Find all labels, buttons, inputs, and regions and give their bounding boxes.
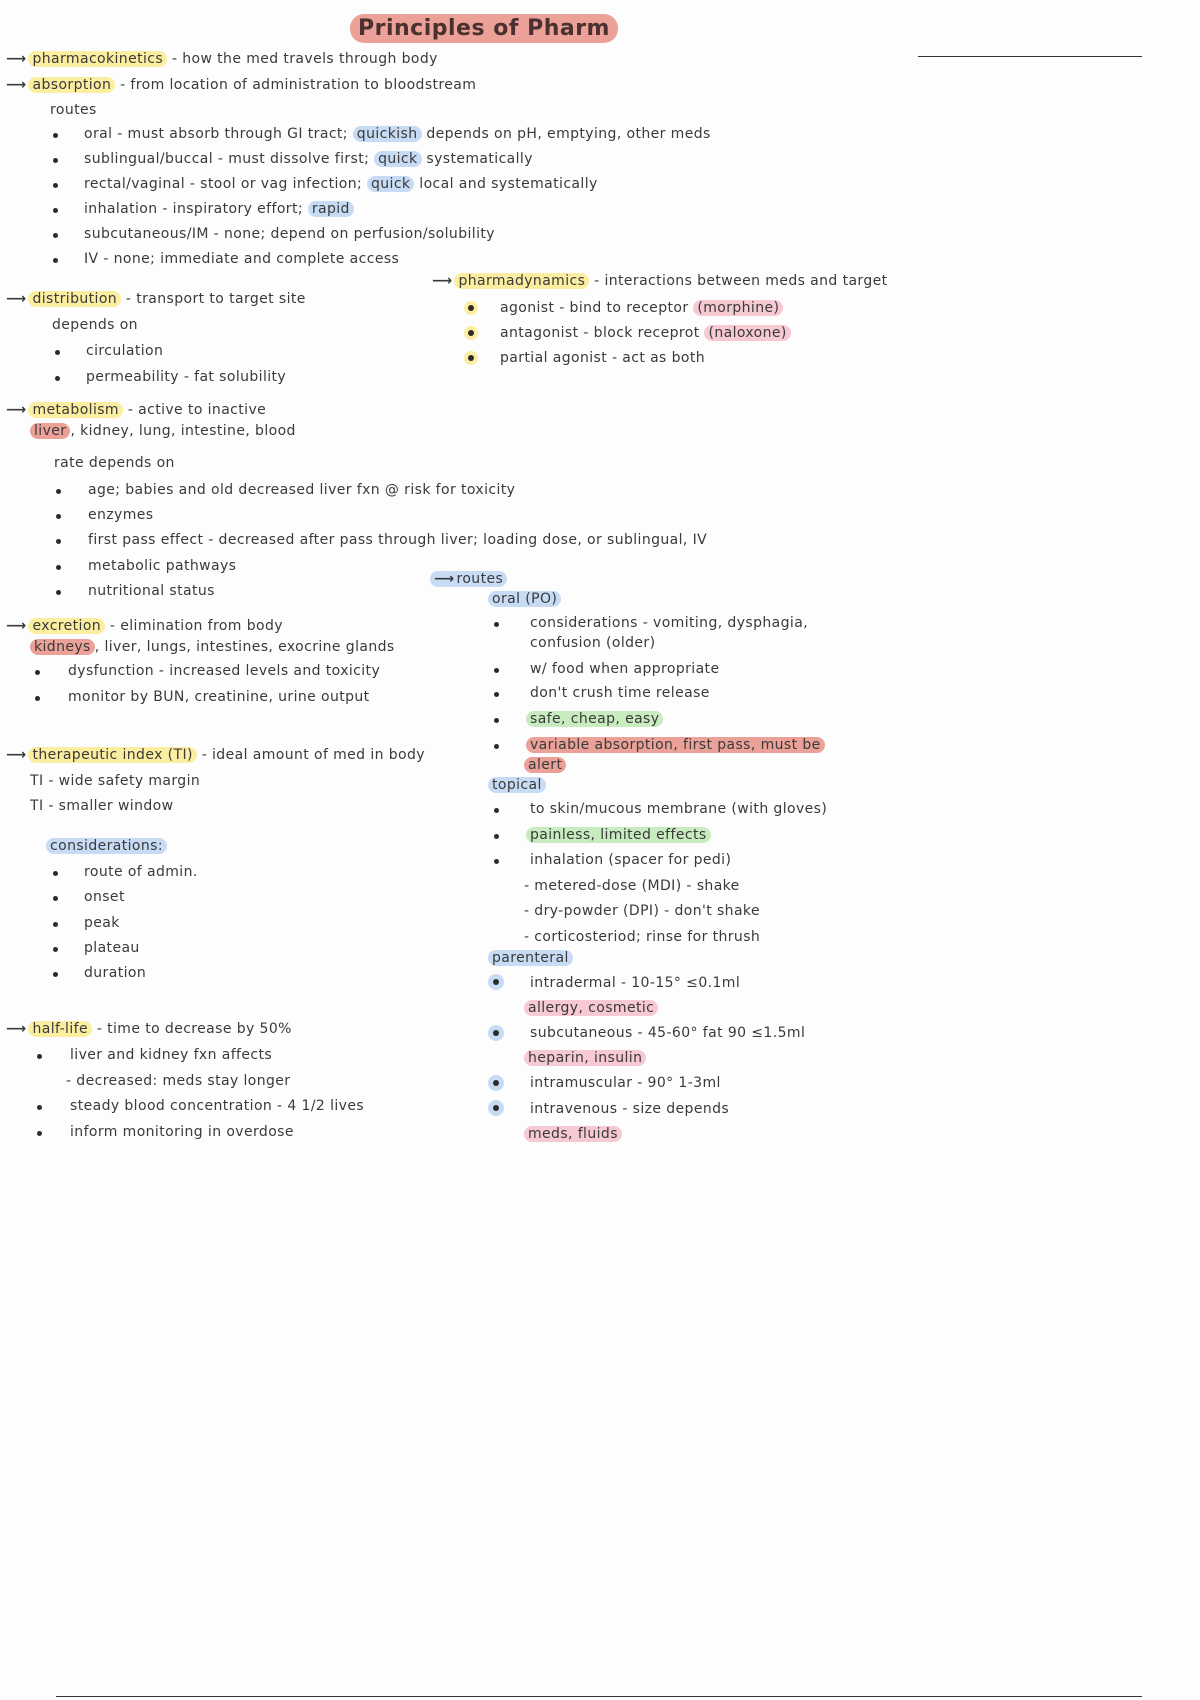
bullet	[53, 133, 58, 138]
ti-line-small: TI - smaller window	[30, 798, 174, 814]
metabolism-item: age; babies and old decreased liver fxn @ risk for toxicity	[88, 482, 516, 498]
excretion-item: dysfunction - increased levels and toxicity	[68, 663, 381, 679]
routes-parenteral-item: intravenous - size depends	[530, 1101, 730, 1117]
bullet	[494, 834, 499, 839]
bullet	[53, 896, 58, 901]
routes-parenteral-item: subcutaneous - 45-60° fat 90 ≤1.5ml	[530, 1025, 806, 1041]
bullet	[53, 258, 58, 263]
halflife-item: inform monitoring in overdose	[70, 1124, 294, 1140]
routes-parenteral-label: parenteral	[488, 949, 573, 967]
header-rule	[918, 56, 1142, 57]
bullet	[53, 158, 58, 163]
arrow-icon: ⟶	[6, 747, 27, 763]
bullet	[488, 974, 504, 990]
absorption-heading: absorption	[28, 77, 115, 93]
routes-oral-label: oral (PO)	[488, 590, 561, 608]
arrow-icon: ⟶	[434, 571, 455, 587]
absorption-route-inhalation: inhalation - inspiratory effort; rapid	[84, 200, 354, 218]
bullet	[53, 208, 58, 213]
routes-topical-pros: painless, limited effects	[526, 826, 711, 844]
absorption-route-subq: subcutaneous/IM - none; depend on perfusion/solubility	[84, 226, 495, 242]
distribution-line	[6, 290, 306, 308]
bullet	[56, 590, 61, 595]
excretion-item: monitor by BUN, creatinine, urine output	[68, 689, 370, 705]
ti-item: route of admin.	[84, 864, 198, 880]
absorption-route-iv: IV - none; immediate and complete access	[84, 251, 400, 267]
bullet	[494, 692, 499, 697]
routes-topical-subitem: - metered-dose (MDI) - shake	[524, 878, 740, 894]
bullet	[56, 514, 61, 519]
metabolism-rate-label: rate depends on	[54, 455, 175, 471]
ti-item: duration	[84, 965, 147, 981]
absorption-def: - from location of administration to bloodstream	[115, 77, 477, 93]
ti-considerations-label: considerations:	[46, 837, 167, 855]
halflife-item: steady blood concentration - 4 1/2 lives	[70, 1098, 365, 1114]
routes-topical-label: topical	[488, 776, 546, 794]
bullet	[494, 808, 499, 813]
distribution-def: - transport to target site	[121, 291, 306, 307]
absorption-route-sublingual: sublingual/buccal - must dissolve first; quick systematically	[84, 151, 533, 167]
bullet	[35, 696, 40, 701]
routes-topical-subitem: - corticosteriod; rinse for thrush	[524, 929, 761, 945]
bullet	[56, 539, 61, 544]
bullet	[488, 1025, 504, 1041]
absorption-route-rectal: rectal/vaginal - stool or vag infection; quick local and systematically	[84, 176, 598, 192]
halflife-line	[6, 1020, 292, 1038]
ti-def: - ideal amount of med in body	[196, 747, 425, 763]
absorption-route-oral: oral - must absorb through GI tract; quickish depends on pH, emptying, other meds	[84, 126, 711, 142]
arrow-icon: ⟶	[6, 51, 27, 67]
pharmacodynamics-line	[432, 272, 888, 290]
ti-line	[6, 746, 425, 764]
routes-oral-item: considerations - vomiting, dysphagia,	[530, 615, 809, 631]
bullet	[494, 744, 499, 749]
routes-oral-item-cont: confusion (older)	[530, 635, 656, 651]
metabolism-organs: liver , kidney, lung, intestine, blood	[30, 422, 296, 440]
bullet	[37, 1105, 42, 1110]
bullet	[53, 947, 58, 952]
footer-rule	[56, 1696, 1142, 1697]
distribution-item: circulation	[86, 343, 164, 359]
bullet	[53, 922, 58, 927]
routes-parenteral-item: intramuscular - 90° 1-3ml	[530, 1075, 721, 1091]
page-title: Principles of Pharm	[350, 14, 618, 43]
bullet	[464, 326, 478, 340]
bullet	[494, 718, 499, 723]
arrow-icon: ⟶	[6, 402, 27, 418]
arrow-icon: ⟶	[6, 77, 27, 93]
pharmacokinetics-line	[6, 50, 438, 68]
absorption-line	[6, 76, 476, 94]
bullet	[53, 183, 58, 188]
bullet	[53, 233, 58, 238]
distribution-item: permeability - fat solubility	[86, 369, 287, 385]
absorption-routes-label: routes	[50, 102, 97, 118]
excretion-line	[6, 617, 283, 635]
ti-line-wide: TI - wide safety margin	[30, 773, 201, 789]
routes-topical-item: to skin/mucous membrane (with gloves)	[530, 801, 828, 817]
routes-oral-cons-cont: alert	[524, 756, 566, 774]
metabolism-heading: metabolism	[28, 402, 122, 418]
bullet	[494, 859, 499, 864]
excretion-organs: kidneys , liver, lungs, intestines, exocrine glands	[30, 638, 395, 656]
bullet	[464, 301, 478, 315]
bullet	[55, 376, 60, 381]
routes-oral-cons: variable absorption, first pass, must be	[526, 736, 825, 754]
halflife-item: liver and kidney fxn affects	[70, 1047, 273, 1063]
bullet	[37, 1131, 42, 1136]
bullet	[464, 351, 478, 365]
metabolism-line	[6, 401, 266, 419]
routes-line	[430, 570, 507, 588]
bullet	[494, 622, 499, 627]
bullet	[488, 1100, 504, 1116]
ti-item: peak	[84, 915, 120, 931]
distribution-depends-label: depends on	[52, 317, 138, 333]
excretion-heading: excretion	[28, 618, 105, 634]
bullet	[56, 565, 61, 570]
metabolism-item: first pass effect - decreased after pass through liver; loading dose, or sublingual, IV	[88, 532, 708, 548]
routes-parenteral-note: meds, fluids	[524, 1125, 622, 1143]
routes-parenteral-note: heparin, insulin	[524, 1049, 646, 1067]
ti-item: plateau	[84, 940, 140, 956]
halflife-def: - time to decrease by 50%	[91, 1021, 292, 1037]
distribution-heading: distribution	[28, 291, 121, 307]
routes-parenteral-note: allergy, cosmetic	[524, 999, 658, 1017]
bullet	[35, 670, 40, 675]
metabolism-item: nutritional status	[88, 583, 215, 599]
bullet	[56, 489, 61, 494]
bullet	[53, 972, 58, 977]
arrow-icon: ⟶	[432, 273, 453, 289]
bullet	[37, 1054, 42, 1059]
bullet	[494, 668, 499, 673]
ti-heading: therapeutic index (TI)	[28, 747, 196, 763]
routes-topical-item: inhalation (spacer for pedi)	[530, 852, 732, 868]
pharmacokinetics-heading: pharmacokinetics	[28, 51, 167, 67]
routes-oral-item: w/ food when appropriate	[530, 661, 720, 677]
metabolism-item: enzymes	[88, 507, 154, 523]
pharmacokinetics-def: - how the med travels through body	[167, 51, 438, 67]
pharmacodynamics-def: - interactions between meds and target	[589, 273, 888, 289]
pharmacodynamics-agonist: agonist - bind to receptor (morphine)	[500, 299, 783, 317]
halflife-subitem: - decreased: meds stay longer	[66, 1073, 291, 1089]
pharmacodynamics-heading: pharmadynamics	[454, 273, 589, 289]
excretion-def: - elimination from body	[105, 618, 283, 634]
arrow-icon: ⟶	[6, 618, 27, 634]
routes-oral-pros: safe, cheap, easy	[526, 710, 663, 728]
arrow-icon: ⟶	[6, 1021, 27, 1037]
routes-heading: ⟶ routes	[430, 571, 507, 587]
ti-item: onset	[84, 889, 125, 905]
routes-parenteral-item: intradermal - 10-15° ≤0.1ml	[530, 975, 741, 991]
routes-topical-subitem: - dry-powder (DPI) - don't shake	[524, 903, 760, 919]
routes-oral-item: don't crush time release	[530, 685, 710, 701]
arrow-icon: ⟶	[6, 291, 27, 307]
pharmacodynamics-partial: partial agonist - act as both	[500, 350, 706, 366]
bullet	[55, 350, 60, 355]
metabolism-def: - active to inactive	[122, 402, 267, 418]
metabolism-item: metabolic pathways	[88, 558, 237, 574]
bullet	[53, 871, 58, 876]
halflife-heading: half-life	[28, 1021, 91, 1037]
pharmacodynamics-antagonist: antagonist - block receprot (naloxone)	[500, 324, 791, 342]
bullet	[488, 1075, 504, 1091]
